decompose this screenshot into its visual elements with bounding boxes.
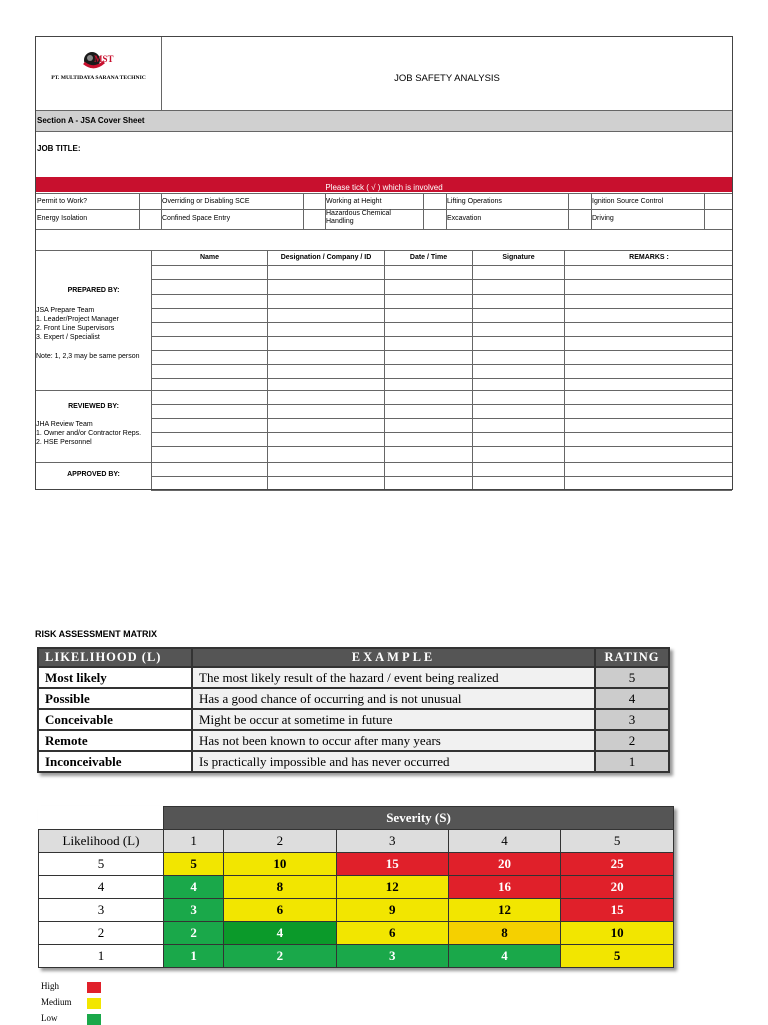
tick-banner-text: Please tick ( √ ) which is involved [325, 183, 443, 192]
check-height-label: Working at Height [326, 198, 382, 205]
signature-row-line [151, 279, 732, 280]
severity-row [39, 852, 674, 875]
risk-score-cell: 12 [448, 898, 560, 921]
likelihood-level: Inconceivable [38, 751, 192, 772]
signature-row-line [151, 404, 732, 405]
risk-score-cell: 8 [448, 921, 560, 944]
matrix-corner [39, 807, 164, 830]
severity-col: 4 [448, 829, 560, 852]
checkbox-ignition[interactable] [705, 194, 733, 209]
likelihood-level: Conceivable [38, 709, 192, 730]
signature-row-line [151, 364, 732, 365]
risk-score-cell: 15 [336, 852, 448, 875]
likelihood-row [38, 667, 669, 688]
signature-row-line [151, 446, 732, 447]
check-sce-label: Overriding or Disabling SCE [162, 198, 250, 205]
tick-banner [36, 177, 732, 192]
likelihood-rating: 3 [595, 709, 669, 730]
risk-score-cell: 20 [448, 852, 560, 875]
severity-row [39, 875, 674, 898]
signature-row-line [151, 378, 732, 379]
col-signature: Signature [502, 254, 535, 261]
company-logo [80, 49, 114, 71]
checkbox-confined[interactable] [304, 210, 325, 229]
likelihood-rating: 2 [595, 730, 669, 751]
legend-swatch [87, 982, 101, 993]
legend-label: High [41, 981, 59, 991]
likelihood-example: Might be occur at sometime in future [192, 709, 595, 730]
approved-by-label: APPROVED BY: [67, 471, 120, 478]
risk-score-cell: 3 [336, 944, 448, 967]
check-lifting-label: Lifting Operations [447, 198, 502, 205]
risk-score-cell: 10 [561, 921, 674, 944]
risk-score-cell: 1 [164, 944, 224, 967]
prepare-team-title: JSA Prepare Team [36, 307, 95, 314]
job-title-field[interactable] [96, 137, 730, 173]
risk-score-cell: 15 [561, 898, 674, 921]
likelihood-example: The most likely result of the hazard / event being realized [192, 667, 595, 688]
logo-text: MST [94, 54, 114, 64]
likelihood-rating: 4 [595, 688, 669, 709]
risk-score-cell: 5 [561, 944, 674, 967]
likelihood-example: Is practically impossible and has never occurred [192, 751, 595, 772]
likelihood-value: 3 [39, 898, 164, 921]
signature-row-line [151, 322, 732, 323]
severity-row [39, 898, 674, 921]
likelihood-level: Most likely [38, 667, 192, 688]
severity-col: 3 [336, 829, 448, 852]
signature-row-line [151, 294, 732, 295]
likelihood-value: 1 [39, 944, 164, 967]
severity-header: Severity (S) [164, 807, 674, 830]
risk-score-cell: 12 [336, 875, 448, 898]
checkbox-height[interactable] [424, 194, 446, 209]
risk-score-cell: 4 [164, 875, 224, 898]
prepare-team-3: 3. Expert / Specialist [36, 334, 100, 341]
likelihood-example: Has a good chance of occurring and is not unusual [192, 688, 595, 709]
reviewed-by-label: REVIEWED BY: [68, 403, 119, 410]
likelihood-example: Has not been known to occur after many years [192, 730, 595, 751]
jsa-cover-sheet [35, 36, 733, 490]
review-team-2: 2. HSE Personnel [36, 439, 92, 446]
risk-score-cell: 20 [561, 875, 674, 898]
col-remarks: REMARKS : [629, 254, 669, 261]
signature-row-line [151, 308, 732, 309]
likelihood-row [38, 688, 669, 709]
likelihood-level: Possible [38, 688, 192, 709]
legend-swatch [87, 998, 101, 1009]
prepared-by-label: PREPARED BY: [67, 287, 120, 294]
legend-label: Medium [41, 997, 72, 1007]
col-name: Name [199, 254, 220, 261]
check-energy-label: Energy Isolation [37, 215, 88, 222]
risk-score-cell: 6 [336, 921, 448, 944]
check-permit-label: Permit to Work? [37, 198, 88, 205]
document-title: JOB SAFETY ANALYSIS [394, 73, 500, 84]
likelihood-axis-label: Likelihood (L) [39, 829, 164, 852]
col-date: Date / Time [409, 254, 448, 261]
severity-col: 1 [164, 829, 224, 852]
prepare-note: Note: 1, 2,3 may be same person [36, 353, 140, 360]
severity-col: 5 [561, 829, 674, 852]
review-team-1: 1. Owner and/or Contractor Reps. [36, 430, 142, 437]
risk-score-cell: 4 [448, 944, 560, 967]
checkbox-sce[interactable] [304, 194, 325, 209]
review-team-title: JHA Review Team [36, 421, 93, 428]
checkbox-energy[interactable] [140, 210, 161, 229]
prepare-team-2: 2. Front Line Supervisors [36, 325, 115, 332]
job-title-label: JOB TITLE: [37, 144, 81, 153]
section-a-label: Section A - JSA Cover Sheet [37, 116, 145, 125]
likelihood-rating: 5 [595, 667, 669, 688]
likelihood-rating: 1 [595, 751, 669, 772]
likelihood-row [38, 751, 669, 772]
signature-row-line [151, 476, 732, 477]
risk-score-cell: 4 [224, 921, 336, 944]
checkbox-chemical[interactable] [424, 210, 446, 229]
signature-row-line [151, 432, 732, 433]
check-ignition-label: Ignition Source Control [592, 198, 664, 205]
rating-header: RATING [595, 648, 669, 667]
severity-row [39, 921, 674, 944]
checkbox-driving[interactable] [705, 210, 733, 229]
signature-row-line [151, 418, 732, 419]
signature-row-line [151, 265, 732, 266]
checkbox-excavation[interactable] [569, 210, 591, 229]
check-confined-label: Confined Space Entry [162, 215, 231, 222]
col-designation: Designation / Company / ID [280, 254, 372, 261]
checkbox-lifting[interactable] [569, 194, 591, 209]
legend-swatch [87, 1014, 101, 1025]
likelihood-level: Remote [38, 730, 192, 751]
section-a-bar [36, 111, 732, 131]
likelihood-row [38, 730, 669, 751]
check-chemical-label: Hazardous Chemical Handling [326, 210, 391, 225]
company-name: PT. MULTIDAYA SARANA TECHNIC [51, 75, 146, 81]
legend-label: Low [41, 1013, 58, 1023]
risk-score-cell: 2 [164, 921, 224, 944]
risk-score-cell: 3 [164, 898, 224, 921]
likelihood-value: 4 [39, 875, 164, 898]
signature-row-line [151, 336, 732, 337]
risk-score-cell: 9 [336, 898, 448, 921]
likelihood-header: LIKELIHOOD (L) [38, 648, 192, 667]
risk-score-cell: 10 [224, 852, 336, 875]
likelihood-value: 2 [39, 921, 164, 944]
risk-score-cell: 8 [224, 875, 336, 898]
check-driving-label: Driving [592, 215, 614, 222]
severity-col: 2 [224, 829, 336, 852]
example-header: EXAMPLE [192, 648, 595, 667]
risk-score-cell: 6 [224, 898, 336, 921]
likelihood-table [37, 647, 670, 773]
prepare-team-1: 1. Leader/Project Manager [36, 316, 119, 323]
signature-row-line [151, 490, 732, 491]
severity-matrix [38, 806, 674, 968]
risk-score-cell: 5 [164, 852, 224, 875]
likelihood-row [38, 709, 669, 730]
risk-score-cell: 16 [448, 875, 560, 898]
risk-score-cell: 25 [561, 852, 674, 875]
check-excavation-label: Excavation [447, 215, 482, 222]
risk-score-cell: 2 [224, 944, 336, 967]
checkbox-permit[interactable] [140, 194, 161, 209]
signature-row-line [151, 350, 732, 351]
likelihood-value: 5 [39, 852, 164, 875]
severity-row [39, 944, 674, 967]
signature-row-line [151, 462, 732, 463]
signature-row-line [151, 390, 732, 391]
risk-matrix-title: RISK ASSESSMENT MATRIX [35, 629, 158, 639]
